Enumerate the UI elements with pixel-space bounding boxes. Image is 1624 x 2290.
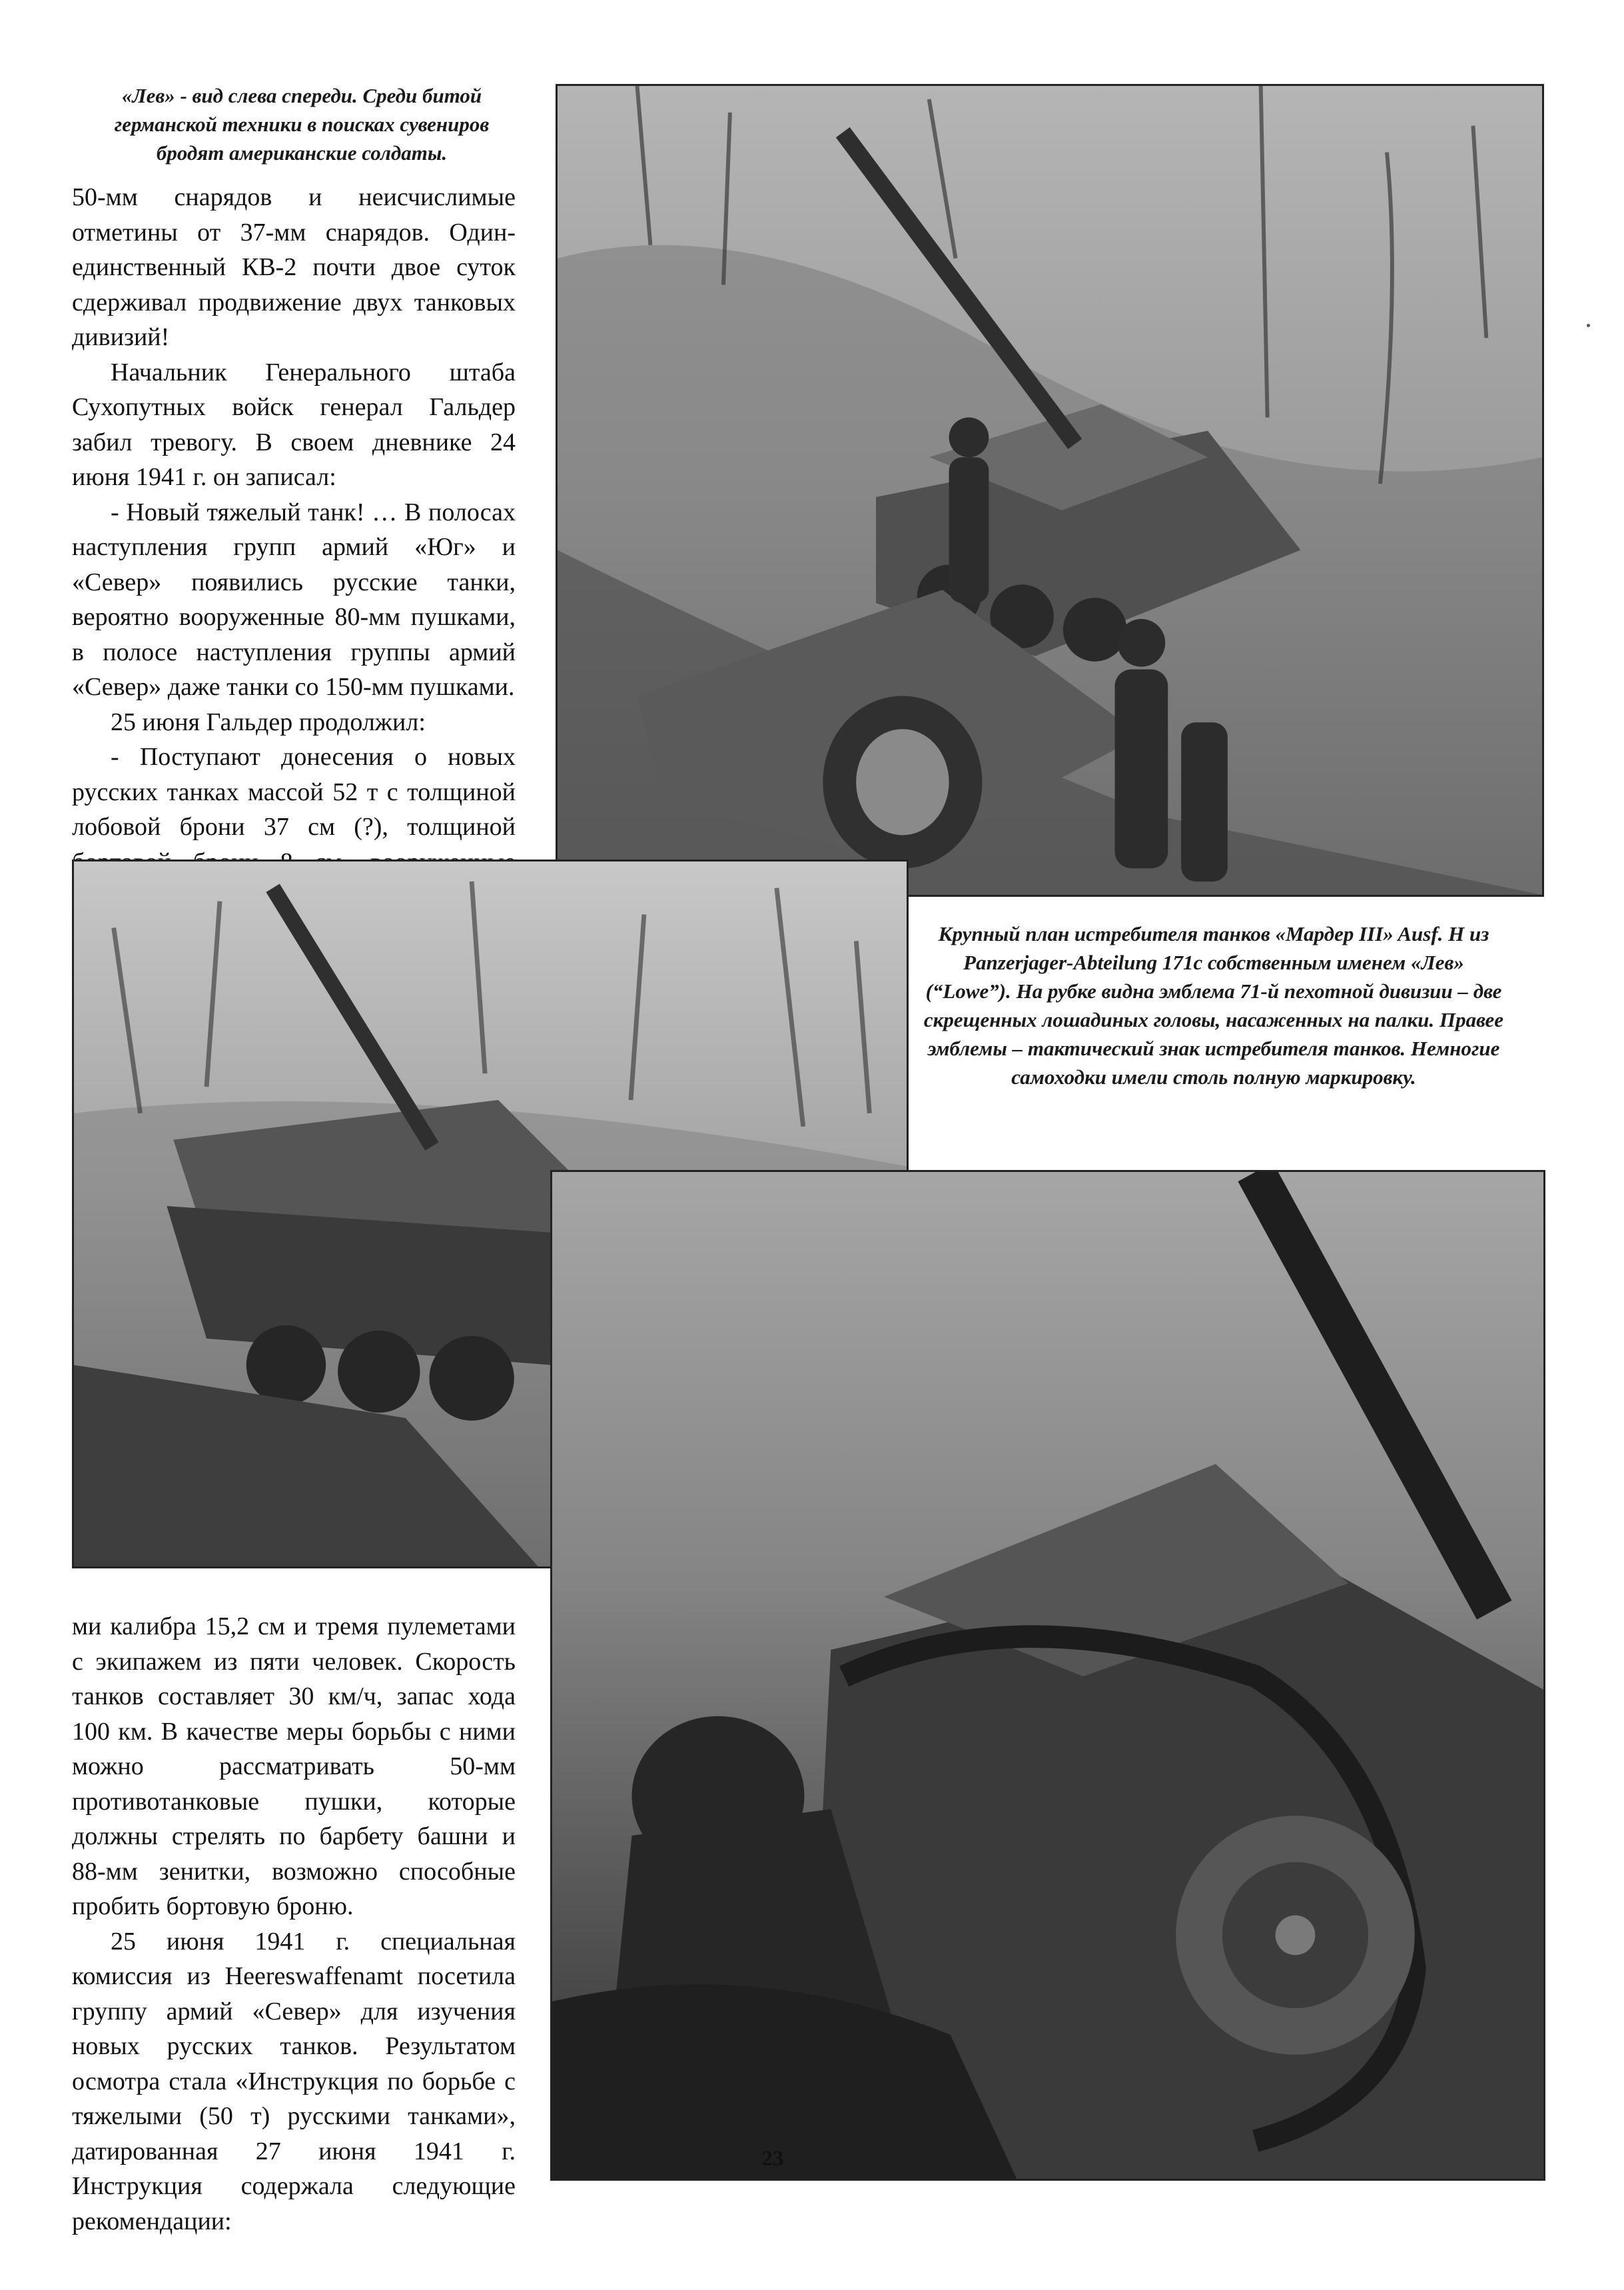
photo-marder-front-left bbox=[556, 84, 1544, 897]
scan-speck bbox=[1587, 324, 1590, 327]
caption-right-middle: Крупный план истребителя танков «Мардер III» Ausf. H из Panzerjager-Abteilung 171c собственным именем «Лев» (“Lowe”). На рубке видна эмблема 71-й пехотной дивизии – две скрещенных лошадиных головы, насаженных на палки. Правее эмблемы – тактический знак истребителя танков. Немногие самоходки имели столь полную маркировку. bbox=[923, 922, 1504, 1089]
text-column-bottom bbox=[72, 1609, 516, 2239]
paragraph: 25 июня 1941 г. специальная комиссия из Heereswaffenamt посетила группу армий «Север» для изучения новых русских танков. Результатом осмотра стала «Инструкция по борьбе с тяжелыми (50 т) русскими танками», датированная 27 июня 1941 г. Инструкция содержала следующие рекомендации: bbox=[72, 1927, 516, 2235]
paragraph: - Поступают донесения о новых русских танках массой 52 т с толщиной лобовой брони 37 см (?), толщиной bbox=[72, 743, 516, 841]
caption-top-left: «Лев» - вид слева спереди. Среди битой германской техники в поисках сувениров бродят американские солдаты. bbox=[114, 84, 490, 165]
paragraph: ми калибра 15,2 см и тремя пулеметами с экипажем из пяти человек. Скорость танков составляет 30 км/ч, запас хода 100 км. В качестве меры борьбы с ними можно рассматривать 50-мм противотанковые пушки, которые должны стрелять по барбету башни и 88-мм зенитки, возможно способные пробить бортовую броню. bbox=[72, 1612, 516, 1920]
photo-image bbox=[558, 86, 1542, 895]
photo-image bbox=[552, 1172, 1543, 2179]
paragraph: 50-мм снарядов и неисчислимые отметины от 37-мм снарядов. Один-единственный КВ-2 почти двое суток сдерживал продвижение двух танковых дивизий! bbox=[72, 183, 516, 351]
photo-marder-closeup bbox=[550, 1170, 1545, 2181]
text-column-top bbox=[72, 180, 516, 915]
paragraph: Начальник Генерального штаба Сухопутных войск генерал Гальдер забил тревогу. В своем дневнике 24 июня 1941 г. он записал: bbox=[72, 358, 516, 491]
paragraph: 25 июня Гальдер продолжил: bbox=[111, 708, 426, 736]
page-number: 23 bbox=[761, 2147, 784, 2171]
paragraph: - Новый тяжелый танк! … В полосах наступления групп армий «Юг» и «Север» появились русские танки, вероятно вооруженные 80-мм пушками, в полосе наступления группы армий «Север» даже танки со 150-мм пушками. bbox=[72, 498, 516, 701]
